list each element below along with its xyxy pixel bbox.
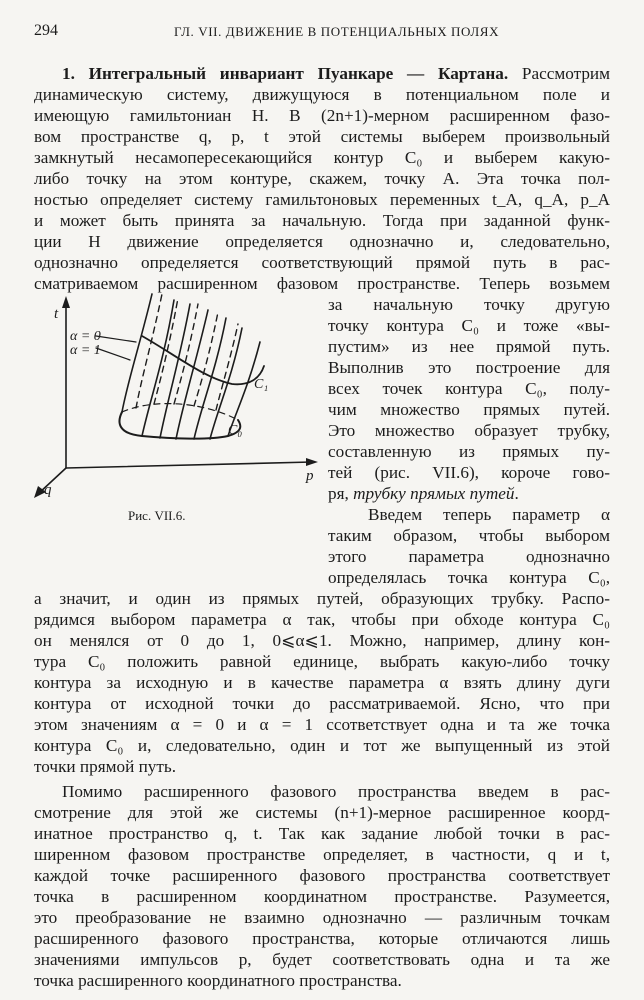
contour-c0 bbox=[119, 412, 243, 439]
text-line: всех точек контура C₀, полу- bbox=[328, 379, 610, 398]
text-line: либо точку на этом контуре, скажем, точку A. Эта точка пол- bbox=[34, 169, 610, 188]
alpha-leader bbox=[96, 348, 130, 360]
text-line: контура за исходную и в качестве параметра α взять длину дуги bbox=[34, 673, 610, 692]
text-line: рядимся выбором параметра α так, чтобы при обходе контура C₀ bbox=[34, 610, 610, 629]
text-span: . bbox=[514, 484, 519, 503]
text-line: за начальную точку другую bbox=[328, 295, 610, 314]
figure-caption: Рис. VII.6. bbox=[128, 508, 186, 523]
text-line: ширенном фазовом пространстве определяет, в частности, q и t, bbox=[34, 845, 610, 864]
text-line: каждой точке расширенного фазового пространства соответствует bbox=[34, 866, 610, 885]
text-line: однозначно определяется соответствующий прямой путь в рас- bbox=[34, 253, 610, 272]
axis-t-label: t bbox=[54, 306, 59, 322]
text-line: он менялся от 0 до 1, 0⩽α⩽1. Можно, например, длину кон- bbox=[34, 631, 610, 650]
text-line: а значит, и один из прямых путей, образующих трубку. Распо- bbox=[34, 589, 610, 608]
text-line: точки прямой путь. bbox=[34, 757, 177, 776]
text-line: тей (рис. VII.6), короче гово- bbox=[328, 463, 610, 482]
text-line: значениями импульсов p, будет соответствовать одна и та же bbox=[34, 950, 610, 969]
tube-diagram bbox=[24, 280, 324, 510]
text-line: таким образом, чтобы выбором bbox=[328, 526, 610, 545]
section-first-line-rest: Рассмотрим bbox=[508, 64, 610, 83]
t-axis-arrow bbox=[62, 296, 70, 308]
text-line: ностью определяет систему гамильтоновых переменных t_A, q_A, p_A bbox=[34, 190, 610, 209]
text-line: ции H движение определяется однозначно и, следовательно, bbox=[34, 232, 610, 251]
p-axis-arrow bbox=[306, 458, 318, 466]
text-line: динамическую систему, движущуюся в потенциальном поле и bbox=[34, 85, 610, 104]
text-line: определялась точка контура C₀, bbox=[328, 568, 610, 587]
text-line: расширенного фазового пространства, которые отличаются лишь bbox=[34, 929, 610, 948]
text-line: Выполнив это построение для bbox=[328, 358, 610, 377]
text-line bbox=[328, 483, 610, 504]
text-line: имеющую гамильтониан H. В (2n+1)-мерном расширенном фазо- bbox=[34, 106, 610, 125]
text-line: Это множество образует трубку, bbox=[328, 421, 610, 440]
axis-q-label: q bbox=[44, 482, 52, 498]
text-line: контура C₀ и, следовательно, один и тот же выпущенный из этой bbox=[34, 736, 610, 755]
text-line: Помимо расширенного фазового пространства введем в рас- bbox=[62, 782, 610, 801]
p-axis bbox=[66, 462, 312, 468]
text-line: этом значениям α = 0 и α = 1 ссответствует одна и та же точка bbox=[34, 715, 610, 734]
chapter-title: ГЛ. VII. ДВИЖЕНИЕ В ПОТЕНЦИАЛЬНЫХ ПОЛЯХ bbox=[174, 24, 500, 39]
page-number: 294 bbox=[34, 22, 58, 39]
emphasis-term: трубку прямых путей bbox=[353, 484, 515, 503]
alpha-leader bbox=[96, 336, 136, 342]
tube-path-hidden bbox=[174, 304, 198, 404]
tube-path bbox=[160, 304, 190, 438]
c1-label: C₁ bbox=[254, 377, 269, 392]
text-line: сматриваемом расширенном фазовом пространстве. Теперь возьмем bbox=[34, 274, 610, 293]
section-heading-line bbox=[62, 63, 610, 84]
text-line: этого параметра однозначно bbox=[328, 547, 610, 566]
text-line: контура от исходной точки до рассматриваемой. Ясно, что при bbox=[34, 694, 610, 713]
text-line: смотрение для этой же системы (n+1)-мерное расширенное коорд- bbox=[34, 803, 610, 822]
text-line: и может быть принята за начальную. Тогда при заданной функ- bbox=[34, 211, 610, 230]
running-head bbox=[34, 22, 610, 44]
text-line: точка расширенного координатного пространства. bbox=[34, 971, 402, 990]
text-line: инатное пространство q, t. Так как задание любой точки в рас- bbox=[34, 824, 610, 843]
figure-vii-6 bbox=[24, 280, 324, 510]
text-line: вом пространстве q, p, t этой системы выберем произвольный bbox=[34, 127, 610, 146]
text-line: точку контура C₀ и тоже «вы- bbox=[328, 316, 610, 335]
text-span: ря, bbox=[328, 484, 354, 503]
text-line: составленную из прямых пу- bbox=[328, 442, 610, 461]
axis-p-label: p bbox=[306, 468, 314, 484]
text-line: это преобразование не взаимно однозначно — различным точкам bbox=[34, 908, 610, 927]
tube-path bbox=[194, 318, 226, 439]
text-line: Введем теперь параметр α bbox=[368, 505, 610, 524]
text-line: чим множество прямых путей. bbox=[328, 400, 610, 419]
alpha-1-label: α = 1 bbox=[70, 343, 101, 358]
c0-label: C₀ bbox=[228, 423, 243, 438]
text-line: замкнутый несамопересекающийся контур C₀ и выберем какую- bbox=[34, 148, 610, 167]
tube-path-hidden bbox=[216, 324, 238, 410]
text-line: точка в расширенном координатном пространстве. Разумеется, bbox=[34, 887, 610, 906]
text-line: тура C₀ положить равной единице, выбрать какую-либо точку bbox=[34, 652, 610, 671]
text-line: пустим» из нее прямой путь. bbox=[328, 337, 610, 356]
alpha-0-label: α = 0 bbox=[70, 329, 101, 344]
tube-path bbox=[122, 294, 152, 412]
tube-path bbox=[142, 300, 174, 436]
section-title: 1. Интегральный инвариант Пуанкаре — Картана. bbox=[62, 64, 509, 83]
tube-path-hidden bbox=[194, 312, 218, 406]
